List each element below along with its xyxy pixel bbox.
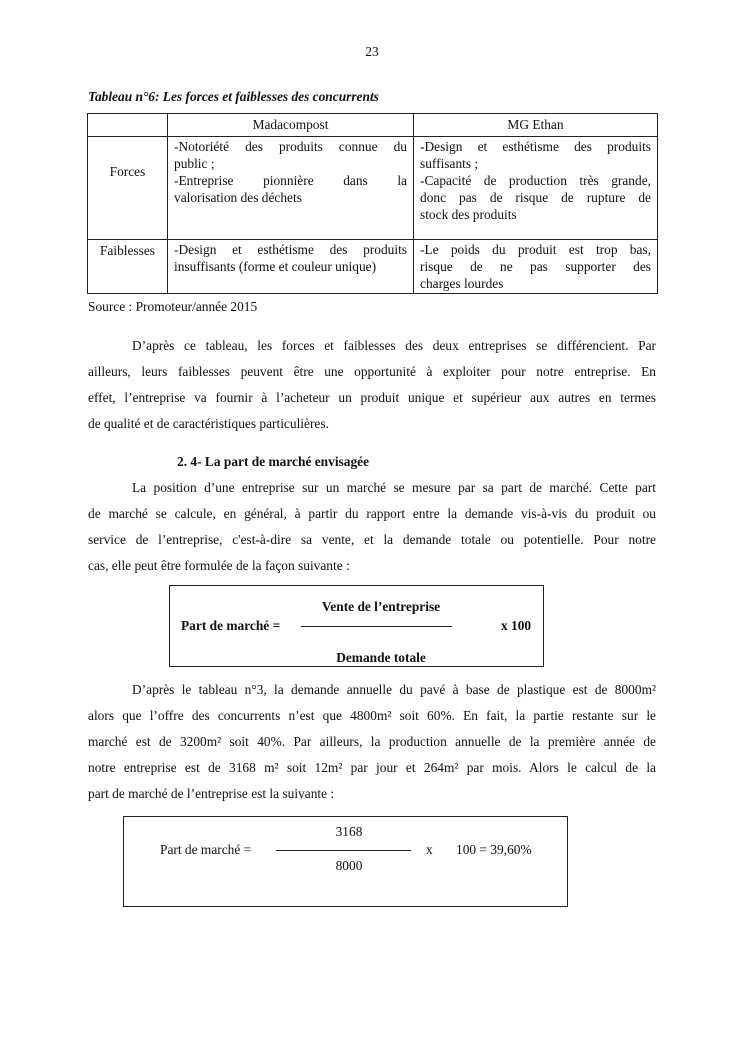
formula-numerator: Vente de l’entreprise (321, 599, 441, 614)
paragraph-line: de qualité et de caractéristiques particulières. (88, 416, 329, 431)
table-row-forces (88, 137, 658, 240)
formula-denominator: Demande totale (336, 650, 426, 665)
fraction-bar (276, 850, 411, 851)
paragraph-line: alors que l’offre des concurrents n’est que 4800m² soit 60%. En fait, la partie restante sur le (88, 708, 656, 723)
paragraph-line: ailleurs, leurs faiblesses peuvent être une opportunité à exploiter pour notre entreprise. En (88, 364, 656, 379)
paragraph-line: marché est de 3200m² soit 40%. Par ailleurs, la production annuelle de la première année de (88, 734, 656, 749)
cell-line: valorisation des déchets (174, 190, 302, 205)
table-row-faiblesses (88, 240, 658, 294)
cell-line: -Notoriété des produits connue du (174, 139, 407, 154)
paragraph-1 (88, 333, 656, 437)
cell-line: -Capacité de production très grande, (420, 173, 651, 188)
paragraph-line: notre entreprise est de 3168 m² soit 12m² par jour et 264m² par mois. Alors le calcul de la (88, 760, 656, 775)
cell-line: -Design et esthétisme des produits (174, 242, 407, 257)
cell-line: suffisants ; (420, 156, 479, 171)
page-number: 23 (365, 44, 379, 59)
formula-box-general (169, 585, 544, 667)
comparison-table (87, 113, 658, 294)
cell-line: public ; (174, 156, 215, 171)
cell-forces-madacompost (168, 137, 414, 240)
formula-label: Part de marché = (181, 618, 281, 633)
calc-numerator: 3168 (335, 824, 363, 839)
cell-line: -Entreprise pionnière dans la (174, 173, 407, 188)
paragraph-line: part de marché de l’entreprise est la suivante : (88, 786, 335, 801)
table-source: Source : Promoteur/année 2015 (88, 299, 258, 314)
table-caption: Tableau n°6: Les forces et faiblesses des concurrents (88, 89, 379, 104)
section-heading: 2. 4- La part de marché envisagée (177, 454, 370, 469)
formula-multiplier: x 100 (501, 618, 532, 633)
table-header-madacompost: Madacompost (168, 114, 414, 137)
table-header-row (88, 114, 658, 137)
paragraph-line: service de l’entreprise, c'est-à-dire sa vente, et la demande totale ou potentielle. Pour notre (88, 532, 656, 547)
cell-line: stock des produits (420, 207, 517, 222)
cell-line: charges lourdes (420, 276, 504, 291)
calc-denominator: 8000 (335, 858, 363, 873)
row-label-forces: Forces (88, 137, 168, 240)
row-label-faiblesses: Faiblesses (88, 240, 168, 294)
cell-faiblesses-mg-ethan (414, 240, 658, 294)
calc-label: Part de marché = (160, 842, 252, 857)
fraction-bar (301, 626, 452, 627)
paragraph-line: La position d’une entreprise sur un marché se mesure par sa part de marché. Cette part (132, 480, 656, 495)
paragraph-line: de marché se calcule, en général, à partir du rapport entre la demande vis-à-vis du produit ou (88, 506, 656, 521)
cell-line: -Design et esthétisme des produits (420, 139, 651, 154)
cell-line: donc pas de risque de rupture de (420, 190, 651, 205)
cell-line: insuffisants (forme et couleur unique) (174, 259, 377, 274)
calc-result: 100 = 39,60% (456, 842, 532, 857)
calc-times: x (426, 842, 433, 857)
paragraph-line: cas, elle peut être formulée de la façon suivante : (88, 558, 350, 573)
cell-faiblesses-madacompost (168, 240, 414, 294)
cell-line: risque de ne pas supporter des (420, 259, 651, 274)
table-header-empty (88, 114, 168, 137)
paragraph-line: D’après le tableau n°3, la demande annuelle du pavé à base de plastique est de 8000m² (132, 682, 656, 697)
paragraph-line: D’après ce tableau, les forces et faiblesses des deux entreprises se différencient. Par (132, 338, 656, 353)
paragraph-2 (88, 475, 656, 579)
formula-box-calculation (123, 816, 568, 907)
cell-forces-mg-ethan (414, 137, 658, 240)
cell-line: -Le poids du produit est trop bas, (420, 242, 651, 257)
table-header-mg-ethan: MG Ethan (414, 114, 658, 137)
paragraph-3 (88, 677, 656, 807)
paragraph-line: effet, l’entreprise va fournir à l’acheteur un produit unique et supérieur aux autres en termes (88, 390, 656, 405)
